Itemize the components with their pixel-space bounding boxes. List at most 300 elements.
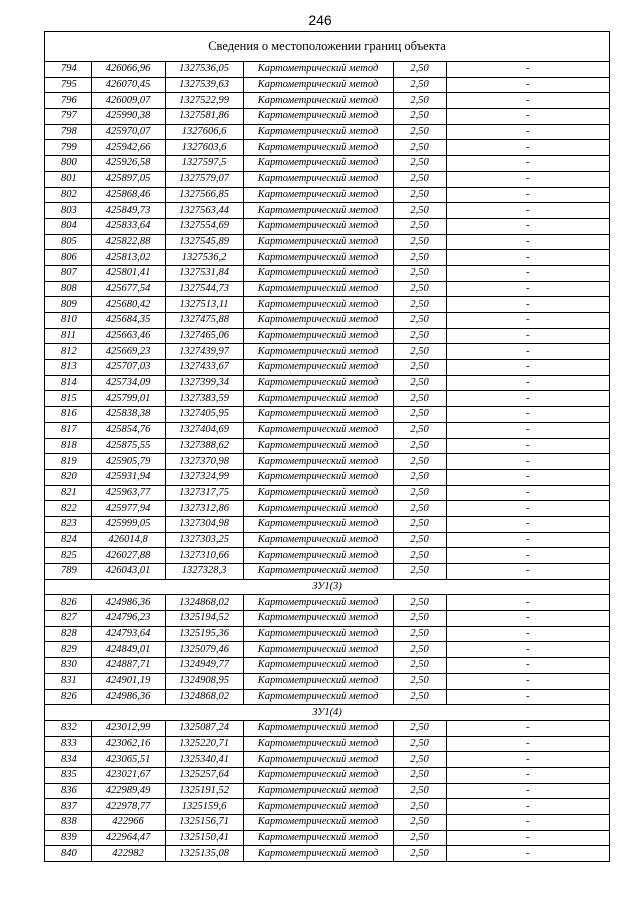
- note-cell: -: [446, 485, 609, 501]
- point-number-cell: 839: [45, 830, 91, 846]
- y-coordinate-cell: 1327475,88: [165, 313, 243, 329]
- x-coordinate-cell: 425838,38: [91, 407, 165, 423]
- x-coordinate-cell: 424901,19: [91, 673, 165, 689]
- x-coordinate-cell: 423021,67: [91, 767, 165, 783]
- note-cell: -: [446, 234, 609, 250]
- method-cell: Картометрический метод: [243, 93, 393, 109]
- table-row: [45, 62, 609, 77]
- table-row: [45, 658, 609, 674]
- note-cell: -: [446, 297, 609, 313]
- point-number-cell: 802: [45, 187, 91, 203]
- accuracy-cell: 2,50: [393, 203, 446, 219]
- y-coordinate-cell: 1325159,6: [165, 799, 243, 815]
- point-number-cell: 817: [45, 422, 91, 438]
- y-coordinate-cell: 1327405,95: [165, 407, 243, 423]
- point-number-cell: 813: [45, 360, 91, 376]
- note-cell: -: [446, 830, 609, 846]
- y-coordinate-cell: 1327536,05: [165, 62, 243, 77]
- y-coordinate-cell: 1325195,36: [165, 626, 243, 642]
- y-coordinate-cell: 1327439,97: [165, 344, 243, 360]
- accuracy-cell: 2,50: [393, 281, 446, 297]
- point-number-cell: 816: [45, 407, 91, 423]
- note-cell: -: [446, 313, 609, 329]
- method-cell: Картометрический метод: [243, 454, 393, 470]
- point-number-cell: 814: [45, 375, 91, 391]
- point-number-cell: 830: [45, 658, 91, 674]
- y-coordinate-cell: 1325191,52: [165, 783, 243, 799]
- table-row: [45, 736, 609, 752]
- method-cell: Картометрический метод: [243, 846, 393, 862]
- method-cell: Картометрический метод: [243, 407, 393, 423]
- note-cell: -: [446, 422, 609, 438]
- note-cell: -: [446, 752, 609, 768]
- table-row: [45, 469, 609, 485]
- point-number-cell: 815: [45, 391, 91, 407]
- point-number-cell: 832: [45, 720, 91, 736]
- note-cell: -: [446, 767, 609, 783]
- method-cell: Картометрический метод: [243, 250, 393, 266]
- x-coordinate-cell: 426014,8: [91, 532, 165, 548]
- accuracy-cell: 2,50: [393, 626, 446, 642]
- table-row: [45, 516, 609, 532]
- method-cell: Картометрический метод: [243, 736, 393, 752]
- x-coordinate-cell: 425990,38: [91, 109, 165, 125]
- y-coordinate-cell: 1327317,75: [165, 485, 243, 501]
- table-row: [45, 767, 609, 783]
- note-cell: -: [446, 203, 609, 219]
- point-number-cell: 837: [45, 799, 91, 815]
- accuracy-cell: 2,50: [393, 830, 446, 846]
- method-cell: Картометрический метод: [243, 265, 393, 281]
- table-row: [45, 673, 609, 689]
- table-row: [45, 187, 609, 203]
- accuracy-cell: 2,50: [393, 77, 446, 93]
- x-coordinate-cell: 426066,96: [91, 62, 165, 77]
- method-cell: Картометрический метод: [243, 391, 393, 407]
- y-coordinate-cell: 1327539,63: [165, 77, 243, 93]
- table-row: [45, 375, 609, 391]
- x-coordinate-cell: 424793,64: [91, 626, 165, 642]
- method-cell: Картометрический метод: [243, 140, 393, 156]
- x-coordinate-cell: 425926,58: [91, 156, 165, 172]
- note-cell: -: [446, 93, 609, 109]
- y-coordinate-cell: 1325220,71: [165, 736, 243, 752]
- note-cell: -: [446, 783, 609, 799]
- accuracy-cell: 2,50: [393, 407, 446, 423]
- method-cell: Картометрический метод: [243, 109, 393, 125]
- boundary-table-sheet: [44, 31, 610, 862]
- accuracy-cell: 2,50: [393, 156, 446, 172]
- accuracy-cell: 2,50: [393, 360, 446, 376]
- table-row: [45, 140, 609, 156]
- table-row: [45, 783, 609, 799]
- table-row: [45, 156, 609, 172]
- method-cell: Картометрический метод: [243, 77, 393, 93]
- note-cell: -: [446, 501, 609, 517]
- table-row: [45, 218, 609, 234]
- note-cell: -: [446, 265, 609, 281]
- y-coordinate-cell: 1327545,89: [165, 234, 243, 250]
- table-row: [45, 564, 609, 580]
- x-coordinate-cell: 425707,03: [91, 360, 165, 376]
- point-number-cell: 823: [45, 516, 91, 532]
- method-cell: Картометрический метод: [243, 297, 393, 313]
- accuracy-cell: 2,50: [393, 109, 446, 125]
- table-row: [45, 548, 609, 564]
- table-row: [45, 642, 609, 658]
- y-coordinate-cell: 1327531,84: [165, 265, 243, 281]
- point-number-cell: 818: [45, 438, 91, 454]
- point-number-cell: 828: [45, 626, 91, 642]
- point-number-cell: 829: [45, 642, 91, 658]
- note-cell: -: [446, 140, 609, 156]
- method-cell: Картометрический метод: [243, 720, 393, 736]
- note-cell: -: [446, 344, 609, 360]
- point-number-cell: 804: [45, 218, 91, 234]
- table-row: [45, 391, 609, 407]
- point-number-cell: 834: [45, 752, 91, 768]
- point-number-cell: 821: [45, 485, 91, 501]
- accuracy-cell: 2,50: [393, 454, 446, 470]
- accuracy-cell: 2,50: [393, 62, 446, 77]
- accuracy-cell: 2,50: [393, 595, 446, 611]
- point-number-cell: 808: [45, 281, 91, 297]
- note-cell: -: [446, 516, 609, 532]
- x-coordinate-cell: 422982: [91, 846, 165, 862]
- section-label: ЗУ1(4): [45, 705, 609, 721]
- accuracy-cell: 2,50: [393, 422, 446, 438]
- x-coordinate-cell: 425684,35: [91, 313, 165, 329]
- point-number-cell: 836: [45, 783, 91, 799]
- table-row: [45, 422, 609, 438]
- note-cell: -: [446, 673, 609, 689]
- note-cell: -: [446, 62, 609, 77]
- x-coordinate-cell: 425931,94: [91, 469, 165, 485]
- accuracy-cell: 2,50: [393, 752, 446, 768]
- table-row: [45, 454, 609, 470]
- table-row: [45, 203, 609, 219]
- y-coordinate-cell: 1325340,41: [165, 752, 243, 768]
- y-coordinate-cell: 1327324,99: [165, 469, 243, 485]
- y-coordinate-cell: 1327536,2: [165, 250, 243, 266]
- note-cell: -: [446, 611, 609, 627]
- method-cell: Картометрический метод: [243, 313, 393, 329]
- x-coordinate-cell: 425833,64: [91, 218, 165, 234]
- y-coordinate-cell: 1327597,5: [165, 156, 243, 172]
- x-coordinate-cell: 425734,09: [91, 375, 165, 391]
- x-coordinate-cell: 425822,88: [91, 234, 165, 250]
- y-coordinate-cell: 1327304,98: [165, 516, 243, 532]
- point-number-cell: 831: [45, 673, 91, 689]
- note-cell: -: [446, 815, 609, 831]
- accuracy-cell: 2,50: [393, 297, 446, 313]
- point-number-cell: 819: [45, 454, 91, 470]
- accuracy-cell: 2,50: [393, 799, 446, 815]
- x-coordinate-cell: 426070,45: [91, 77, 165, 93]
- y-coordinate-cell: 1327465,06: [165, 328, 243, 344]
- accuracy-cell: 2,50: [393, 611, 446, 627]
- accuracy-cell: 2,50: [393, 124, 446, 140]
- note-cell: -: [446, 187, 609, 203]
- table-row: [45, 77, 609, 93]
- method-cell: Картометрический метод: [243, 595, 393, 611]
- note-cell: -: [446, 124, 609, 140]
- y-coordinate-cell: 1325087,24: [165, 720, 243, 736]
- table-row: [45, 328, 609, 344]
- y-coordinate-cell: 1327563,44: [165, 203, 243, 219]
- accuracy-cell: 2,50: [393, 815, 446, 831]
- point-number-cell: 825: [45, 548, 91, 564]
- accuracy-cell: 2,50: [393, 234, 446, 250]
- method-cell: Картометрический метод: [243, 422, 393, 438]
- accuracy-cell: 2,50: [393, 689, 446, 705]
- accuracy-cell: 2,50: [393, 187, 446, 203]
- note-cell: -: [446, 375, 609, 391]
- table-row: [45, 360, 609, 376]
- method-cell: Картометрический метод: [243, 532, 393, 548]
- method-cell: Картометрический метод: [243, 611, 393, 627]
- table-row: [45, 344, 609, 360]
- accuracy-cell: 2,50: [393, 485, 446, 501]
- table-row: [45, 595, 609, 611]
- point-number-cell: 812: [45, 344, 91, 360]
- x-coordinate-cell: 422964,47: [91, 830, 165, 846]
- method-cell: Картометрический метод: [243, 767, 393, 783]
- method-cell: Картометрический метод: [243, 642, 393, 658]
- method-cell: Картометрический метод: [243, 375, 393, 391]
- table-row: [45, 281, 609, 297]
- method-cell: Картометрический метод: [243, 344, 393, 360]
- table-row: [45, 93, 609, 109]
- table-row: [45, 438, 609, 454]
- method-cell: Картометрический метод: [243, 815, 393, 831]
- x-coordinate-cell: 425849,73: [91, 203, 165, 219]
- method-cell: Картометрический метод: [243, 438, 393, 454]
- point-number-cell: 810: [45, 313, 91, 329]
- accuracy-cell: 2,50: [393, 658, 446, 674]
- x-coordinate-cell: 425942,66: [91, 140, 165, 156]
- x-coordinate-cell: 426043,01: [91, 564, 165, 580]
- accuracy-cell: 2,50: [393, 218, 446, 234]
- coordinates-table-body: [45, 62, 609, 862]
- y-coordinate-cell: 1324868,02: [165, 595, 243, 611]
- method-cell: Картометрический метод: [243, 799, 393, 815]
- x-coordinate-cell: 425868,46: [91, 187, 165, 203]
- point-number-cell: 799: [45, 140, 91, 156]
- accuracy-cell: 2,50: [393, 391, 446, 407]
- note-cell: -: [446, 720, 609, 736]
- point-number-cell: 822: [45, 501, 91, 517]
- method-cell: Картометрический метод: [243, 328, 393, 344]
- accuracy-cell: 2,50: [393, 501, 446, 517]
- note-cell: -: [446, 77, 609, 93]
- y-coordinate-cell: 1325156,71: [165, 815, 243, 831]
- y-coordinate-cell: 1327579,07: [165, 171, 243, 187]
- x-coordinate-cell: 422966: [91, 815, 165, 831]
- y-coordinate-cell: 1327370,98: [165, 454, 243, 470]
- page-number: 246: [308, 12, 332, 28]
- accuracy-cell: 2,50: [393, 736, 446, 752]
- accuracy-cell: 2,50: [393, 783, 446, 799]
- x-coordinate-cell: 425677,54: [91, 281, 165, 297]
- y-coordinate-cell: 1327544,73: [165, 281, 243, 297]
- point-number-cell: 840: [45, 846, 91, 862]
- y-coordinate-cell: 1327513,11: [165, 297, 243, 313]
- point-number-cell: 806: [45, 250, 91, 266]
- x-coordinate-cell: 425799,01: [91, 391, 165, 407]
- point-number-cell: 838: [45, 815, 91, 831]
- y-coordinate-cell: 1325135,08: [165, 846, 243, 862]
- y-coordinate-cell: 1325257,64: [165, 767, 243, 783]
- note-cell: -: [446, 564, 609, 580]
- y-coordinate-cell: 1327303,25: [165, 532, 243, 548]
- method-cell: Картометрический метод: [243, 469, 393, 485]
- accuracy-cell: 2,50: [393, 469, 446, 485]
- x-coordinate-cell: 424986,36: [91, 595, 165, 611]
- note-cell: -: [446, 595, 609, 611]
- y-coordinate-cell: 1325079,46: [165, 642, 243, 658]
- x-coordinate-cell: 424986,36: [91, 689, 165, 705]
- table-row: [45, 234, 609, 250]
- y-coordinate-cell: 1327312,86: [165, 501, 243, 517]
- point-number-cell: 820: [45, 469, 91, 485]
- y-coordinate-cell: 1327603,6: [165, 140, 243, 156]
- point-number-cell: 807: [45, 265, 91, 281]
- section-label: ЗУ1(3): [45, 579, 609, 595]
- method-cell: Картометрический метод: [243, 171, 393, 187]
- method-cell: Картометрический метод: [243, 673, 393, 689]
- x-coordinate-cell: 426009,07: [91, 93, 165, 109]
- x-coordinate-cell: 425680,42: [91, 297, 165, 313]
- y-coordinate-cell: 1324908,95: [165, 673, 243, 689]
- note-cell: -: [446, 658, 609, 674]
- x-coordinate-cell: 425970,07: [91, 124, 165, 140]
- table-row: [45, 720, 609, 736]
- note-cell: -: [446, 799, 609, 815]
- method-cell: Картометрический метод: [243, 156, 393, 172]
- x-coordinate-cell: 423062,16: [91, 736, 165, 752]
- accuracy-cell: 2,50: [393, 846, 446, 862]
- point-number-cell: 795: [45, 77, 91, 93]
- x-coordinate-cell: 425905,79: [91, 454, 165, 470]
- section-row: [45, 579, 609, 595]
- x-coordinate-cell: 425813,02: [91, 250, 165, 266]
- x-coordinate-cell: 422989,49: [91, 783, 165, 799]
- method-cell: Картометрический метод: [243, 485, 393, 501]
- note-cell: -: [446, 438, 609, 454]
- coordinates-table: [45, 62, 609, 862]
- note-cell: -: [446, 109, 609, 125]
- accuracy-cell: 2,50: [393, 438, 446, 454]
- accuracy-cell: 2,50: [393, 673, 446, 689]
- accuracy-cell: 2,50: [393, 720, 446, 736]
- point-number-cell: 805: [45, 234, 91, 250]
- y-coordinate-cell: 1327566,85: [165, 187, 243, 203]
- note-cell: -: [446, 360, 609, 376]
- point-number-cell: 803: [45, 203, 91, 219]
- table-row: [45, 815, 609, 831]
- y-coordinate-cell: 1324949,77: [165, 658, 243, 674]
- table-row: [45, 297, 609, 313]
- method-cell: Картометрический метод: [243, 360, 393, 376]
- point-number-cell: 801: [45, 171, 91, 187]
- x-coordinate-cell: 425875,55: [91, 438, 165, 454]
- note-cell: -: [446, 626, 609, 642]
- x-coordinate-cell: 424887,71: [91, 658, 165, 674]
- method-cell: Картометрический метод: [243, 626, 393, 642]
- table-row: [45, 313, 609, 329]
- note-cell: -: [446, 532, 609, 548]
- y-coordinate-cell: 1324868,02: [165, 689, 243, 705]
- section-row: [45, 705, 609, 721]
- x-coordinate-cell: 424796,23: [91, 611, 165, 627]
- method-cell: Картометрический метод: [243, 124, 393, 140]
- table-row: [45, 626, 609, 642]
- note-cell: -: [446, 548, 609, 564]
- point-number-cell: 824: [45, 532, 91, 548]
- table-row: [45, 265, 609, 281]
- x-coordinate-cell: 422978,77: [91, 799, 165, 815]
- table-row: [45, 689, 609, 705]
- point-number-cell: 789: [45, 564, 91, 580]
- y-coordinate-cell: 1327383,59: [165, 391, 243, 407]
- table-row: [45, 109, 609, 125]
- method-cell: Картометрический метод: [243, 830, 393, 846]
- table-header: Сведения о местоположении границ объекта: [45, 32, 609, 62]
- note-cell: -: [446, 218, 609, 234]
- x-coordinate-cell: 425663,46: [91, 328, 165, 344]
- accuracy-cell: 2,50: [393, 532, 446, 548]
- note-cell: -: [446, 328, 609, 344]
- accuracy-cell: 2,50: [393, 548, 446, 564]
- note-cell: -: [446, 642, 609, 658]
- y-coordinate-cell: 1327328,3: [165, 564, 243, 580]
- method-cell: Картометрический метод: [243, 203, 393, 219]
- note-cell: -: [446, 391, 609, 407]
- x-coordinate-cell: 425669,23: [91, 344, 165, 360]
- method-cell: Картометрический метод: [243, 548, 393, 564]
- table-row: [45, 799, 609, 815]
- note-cell: -: [446, 156, 609, 172]
- table-row: [45, 830, 609, 846]
- point-number-cell: 800: [45, 156, 91, 172]
- accuracy-cell: 2,50: [393, 344, 446, 360]
- accuracy-cell: 2,50: [393, 516, 446, 532]
- method-cell: Картометрический метод: [243, 187, 393, 203]
- table-row: [45, 501, 609, 517]
- x-coordinate-cell: 425897,05: [91, 171, 165, 187]
- x-coordinate-cell: 425801,41: [91, 265, 165, 281]
- x-coordinate-cell: 425977,94: [91, 501, 165, 517]
- note-cell: -: [446, 407, 609, 423]
- table-row: [45, 611, 609, 627]
- y-coordinate-cell: 1327399,34: [165, 375, 243, 391]
- table-row: [45, 124, 609, 140]
- y-coordinate-cell: 1325150,41: [165, 830, 243, 846]
- table-row: [45, 250, 609, 266]
- point-number-cell: 796: [45, 93, 91, 109]
- note-cell: -: [446, 846, 609, 862]
- x-coordinate-cell: 426027,88: [91, 548, 165, 564]
- y-coordinate-cell: 1327310,66: [165, 548, 243, 564]
- y-coordinate-cell: 1327554,69: [165, 218, 243, 234]
- y-coordinate-cell: 1327522,99: [165, 93, 243, 109]
- method-cell: Картометрический метод: [243, 62, 393, 77]
- point-number-cell: 797: [45, 109, 91, 125]
- method-cell: Картометрический метод: [243, 783, 393, 799]
- point-number-cell: 798: [45, 124, 91, 140]
- accuracy-cell: 2,50: [393, 375, 446, 391]
